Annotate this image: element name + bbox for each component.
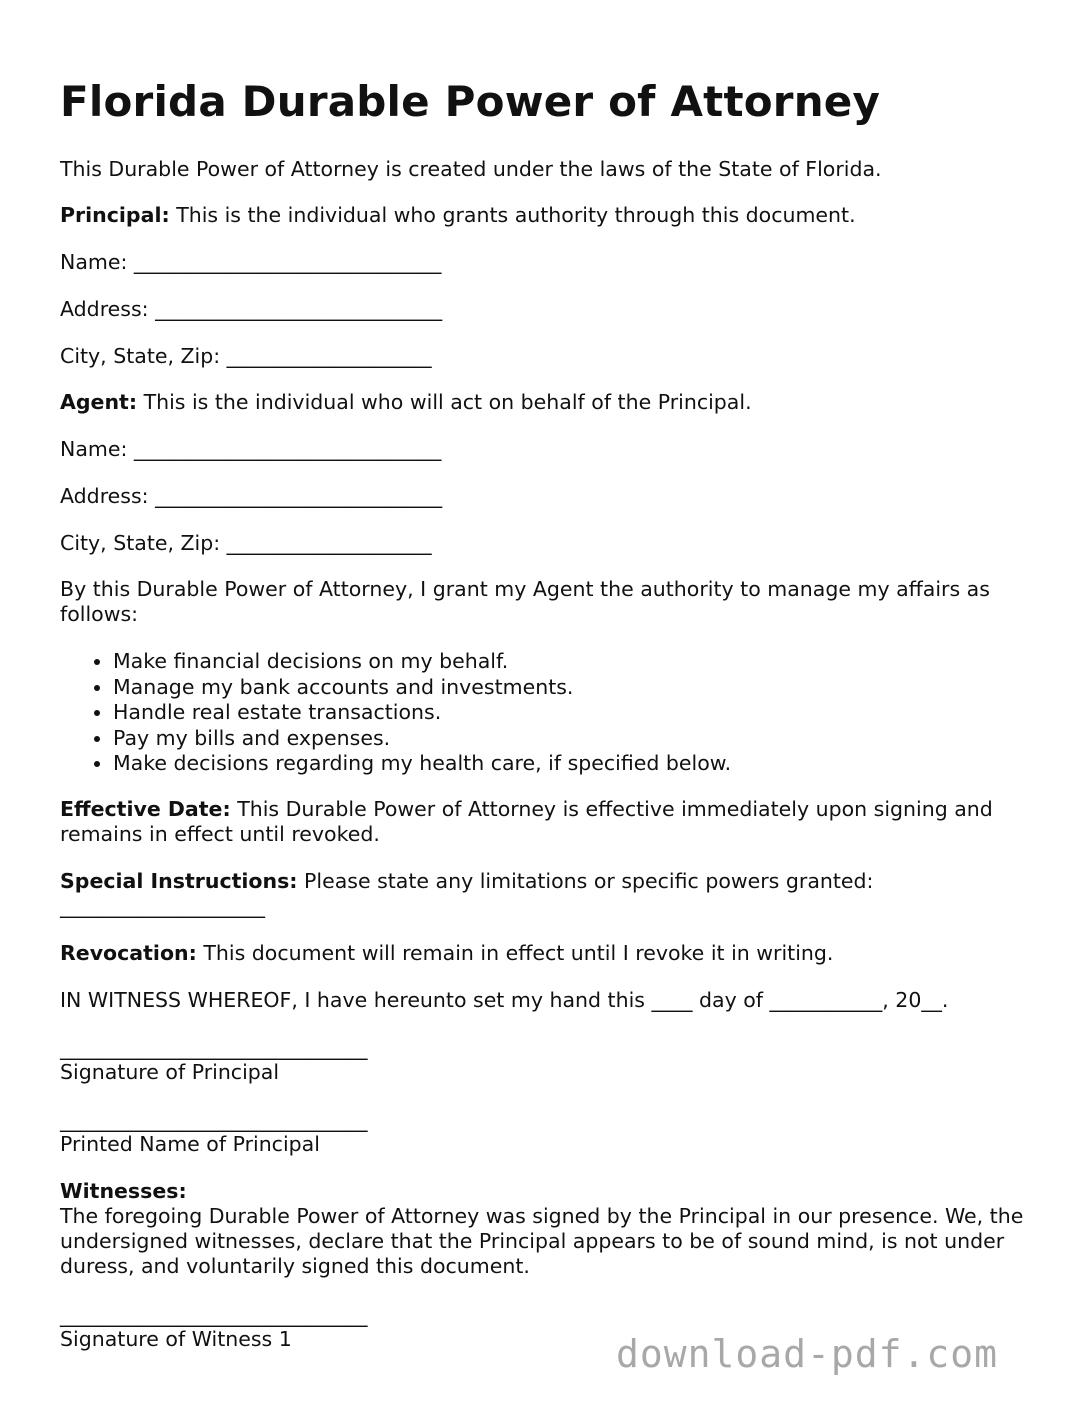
witness-whereof-text: IN WITNESS WHEREOF, I have hereunto set my hand this ____ day of ___________, 20__. — [60, 988, 949, 1012]
principal-heading: Principal: — [60, 203, 170, 227]
principal-signature-label: Signature of Principal — [60, 1060, 280, 1084]
grant-text: By this Durable Power of Attorney, I grant my Agent the authority to manage my affairs as follows: — [60, 577, 990, 626]
power-item: • Handle real estate transactions. — [113, 700, 731, 726]
principal-address-field: Address: ____________________________ — [60, 297, 443, 321]
power-item: • Pay my bills and expenses. — [113, 726, 731, 752]
principal-city-field: City, State, Zip: ____________________ — [60, 344, 432, 368]
principal-name-field: Name: ______________________________ — [60, 250, 442, 274]
witness1-signature-line: ______________________________ — [60, 1303, 368, 1327]
agent-section — [60, 390, 752, 415]
witness1-signature-label: Signature of Witness 1 — [60, 1327, 292, 1351]
witnesses-heading — [60, 1179, 187, 1204]
revocation-heading: Revocation: — [60, 941, 197, 965]
watermark: download-pdf.com — [616, 1332, 999, 1376]
effective-date-text: This Durable Power of Attorney is effective immediately upon signing and remains in effect until revoked. — [60, 797, 993, 846]
special-instructions-heading: Special Instructions: — [60, 869, 298, 893]
printed-name-label: Printed Name of Principal — [60, 1132, 320, 1156]
power-item: • Make financial decisions on my behalf. — [113, 649, 731, 675]
principal-description: This is the individual who grants authority through this document. — [176, 203, 856, 227]
witnesses-heading-text: Witnesses: — [60, 1179, 187, 1203]
agent-heading: Agent: — [60, 390, 138, 414]
revocation-text: This document will remain in effect until I revoke it in writing. — [203, 941, 834, 965]
effective-date-heading: Effective Date: — [60, 797, 231, 821]
special-instructions-section — [60, 869, 873, 894]
document-title: Florida Durable Power of Attorney — [60, 77, 881, 126]
agent-city-field: City, State, Zip: ____________________ — [60, 531, 432, 555]
power-item: • Manage my bank accounts and investments. — [113, 675, 731, 701]
special-instructions-text: Please state any limitations or specific powers granted: — [304, 869, 874, 893]
effective-date-section — [60, 797, 1035, 847]
special-instructions-blank: ____________________ — [60, 894, 265, 918]
powers-list — [60, 649, 731, 777]
principal-section — [60, 203, 856, 228]
agent-name-field: Name: ______________________________ — [60, 437, 442, 461]
intro-text: This Durable Power of Attorney is created under the laws of the State of Florida. — [60, 157, 882, 181]
agent-address-field: Address: ____________________________ — [60, 484, 443, 508]
revocation-section — [60, 941, 833, 966]
witnesses-text: The foregoing Durable Power of Attorney was signed by the Principal in our presence. We, the undersigned witnesses, declare that the Principal appears to be of sound mind, is not under duress, and voluntarily signed this document. — [60, 1204, 1024, 1278]
printed-name-line: ______________________________ — [60, 1108, 368, 1132]
power-item: • Make decisions regarding my health care, if specified below. — [113, 751, 731, 777]
agent-description: This is the individual who will act on behalf of the Principal. — [143, 390, 752, 414]
principal-signature-line: ______________________________ — [60, 1036, 368, 1060]
